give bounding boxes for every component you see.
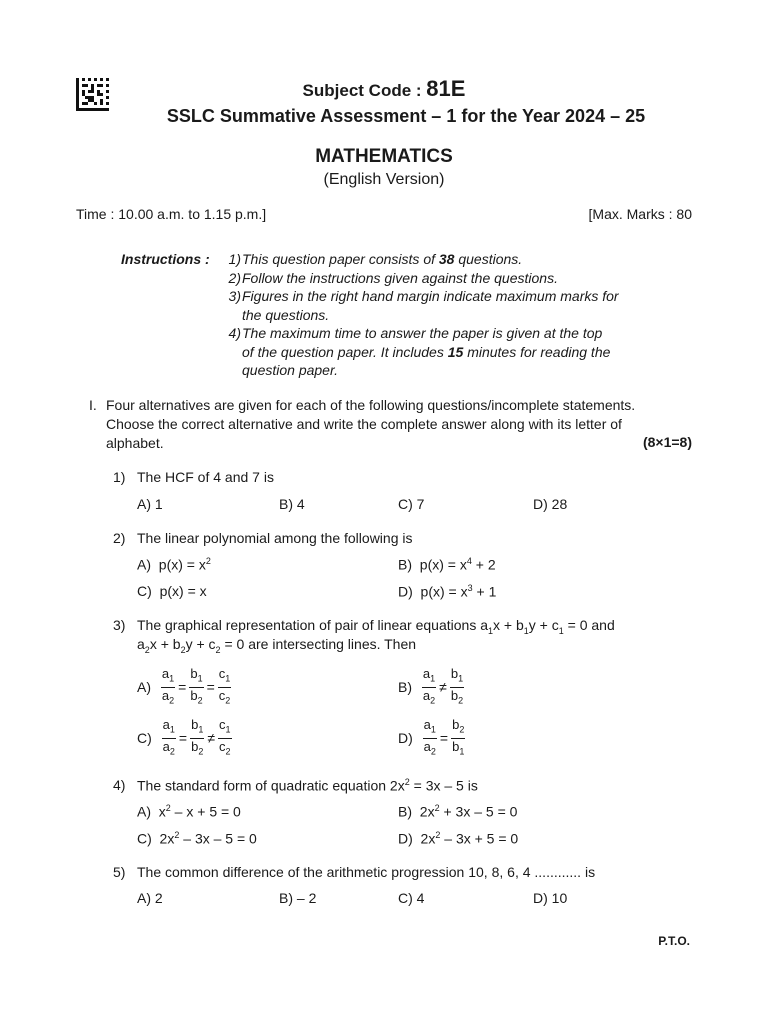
q1-option-a: A) 1: [137, 496, 163, 512]
q3-option-a: A) $\frac{a_1}{a_2}$ = $\frac{b_1}{b_2}$ = $\frac{c_1}{c_2}$: [137, 666, 231, 706]
section-number: I.: [89, 397, 97, 413]
subject-code-line: [0, 76, 768, 102]
q1-option-d: D) 28: [533, 496, 568, 512]
question-2-text: The linear polynomial among the following is: [137, 530, 413, 546]
exam-time: Time : 10.00 a.m. to 1.15 p.m.]: [76, 206, 267, 222]
question-number: 4): [113, 777, 126, 793]
instructions-label: Instructions :: [121, 251, 210, 267]
subject-title: MATHEMATICS: [315, 146, 453, 167]
q4-option-a: A) $x^2 - x + 5 = 0$: [137, 803, 241, 820]
instruction-4: The maximum time to answer the paper is given at the top of the question paper. It includes 15 minutes for reading the question paper.: [242, 325, 611, 378]
q2-option-d: D) $p(x) = x^3 + 1$: [398, 583, 497, 600]
question-4-text: The standard form of quadratic equation $2x^2 = 3x - 5$ is: [137, 777, 478, 794]
question-number: 5): [113, 864, 126, 880]
instruction-number: 2): [228, 269, 241, 286]
q5-option-c: C) 4: [398, 890, 425, 906]
question-5-text: The common difference of the arithmetic progression 10, 8, 6, 4 ............ is: [137, 864, 596, 880]
q5-option-a: A) 2: [137, 890, 163, 906]
q5-option-b: B) – 2: [279, 890, 317, 906]
version-label: (English Version): [323, 171, 445, 188]
question-number: 1): [113, 469, 126, 485]
q4-option-b: B) $2x^2 + 3x - 5 = 0$: [398, 803, 518, 820]
question-number: 3): [113, 617, 126, 633]
q4-option-d: D) $2x^2 - 3x + 5 = 0$: [398, 830, 519, 847]
max-marks: [Max. Marks : 80: [588, 206, 692, 222]
question-3-text-line2: $a_2x + b_2y + c_2 = 0$ are intersecting lines. Then: [137, 636, 417, 655]
instruction-number: 3): [228, 288, 241, 304]
instruction-1: This question paper consists of 38 questions.: [242, 251, 523, 267]
page-turn-over: P.T.O.: [658, 934, 690, 948]
q1-option-b: B) 4: [279, 496, 305, 512]
question-1-text: The HCF of 4 and 7 is: [137, 469, 274, 485]
q3-option-b: B) $\frac{a_1}{a_2}$ ≠ $\frac{b_1}{b_2}$: [398, 666, 464, 706]
q2-option-c: C) p(x) = x: [137, 583, 207, 599]
assessment-title: SSLC Summative Assessment – 1 for the Year 2024 – 25: [166, 106, 646, 126]
instruction-number: 1): [228, 251, 241, 267]
q3-option-c: C) $\frac{a_1}{a_2}$ = $\frac{b_1}{b_2}$ ≠ $\frac{c_1}{c_2}$: [137, 717, 231, 757]
section-marks: (8×1=8): [642, 434, 692, 450]
q2-option-a: A) $p(x) = x^2$: [137, 556, 211, 573]
q5-option-d: D) 10: [533, 890, 568, 906]
q3-option-d: D) $\frac{a_1}{a_2}$ = $\frac{b_2}{b_1}$: [398, 717, 465, 757]
q4-option-c: C) $2x^2 - 3x - 5 = 0$: [137, 830, 257, 847]
subject-code-label: Subject Code :: [302, 81, 422, 100]
instruction-3: Figures in the right hand margin indicate maximum marks for the questions.: [242, 288, 619, 323]
instruction-2: Follow the instructions given against the questions.: [242, 269, 558, 286]
section-instruction: Four alternatives are given for each of the following questions/incomplete statements. Choose the correct alternative and write the complete answer along with its letter of alphabet.: [106, 397, 636, 451]
subject-code: 81E: [426, 76, 466, 101]
question-3-text: The graphical representation of pair of linear equations $a_1x + b_1y + c_1 = 0$ and: [137, 617, 615, 636]
instruction-number: 4): [228, 325, 241, 341]
q2-option-b: B) $p(x) = x^4 + 2$: [398, 556, 496, 573]
q1-option-c: C) 7: [398, 496, 425, 512]
question-number: 2): [113, 530, 126, 546]
